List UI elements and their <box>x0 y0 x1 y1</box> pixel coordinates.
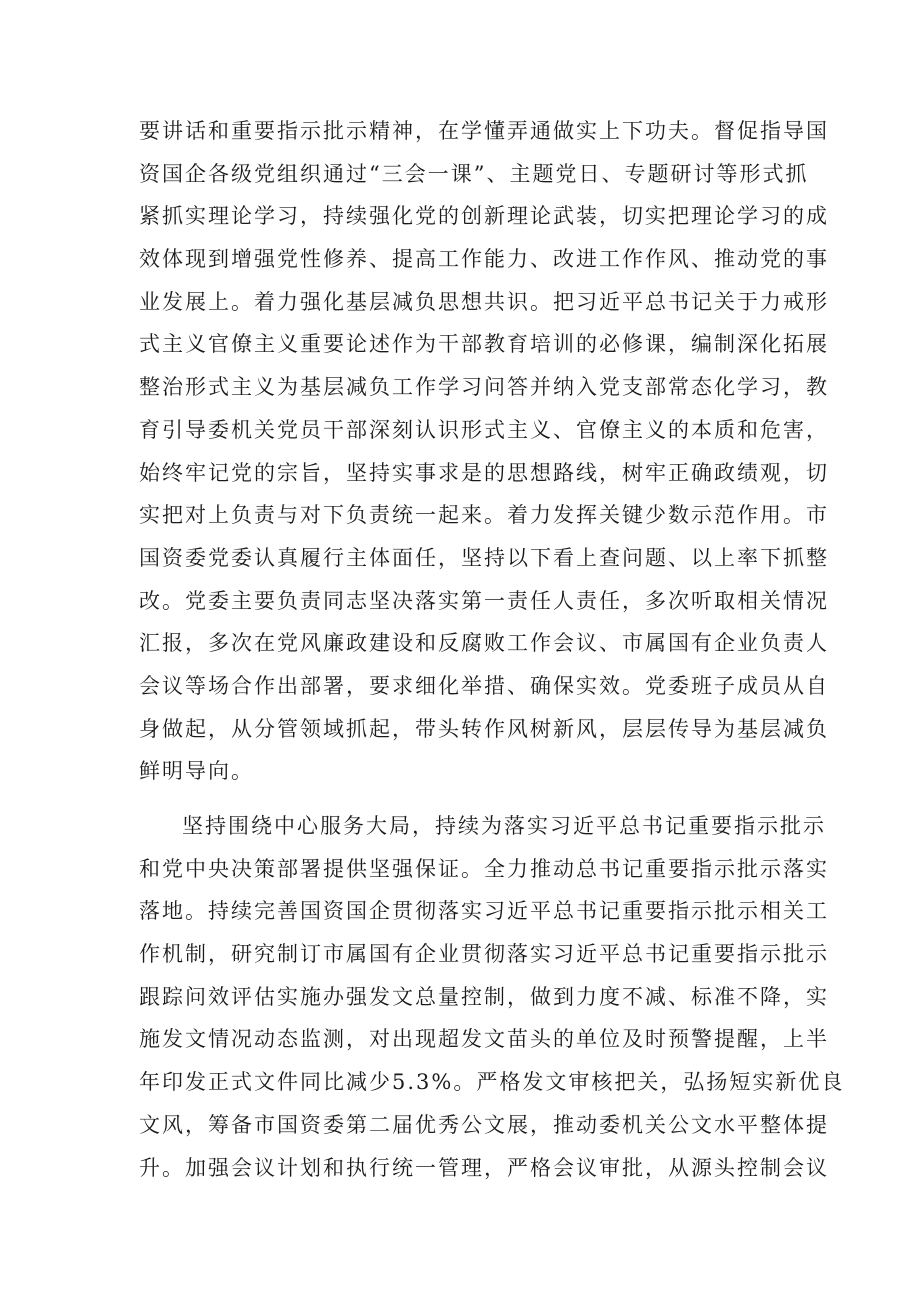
text-line: 汇报，多次在党风廉政建设和反腐败工作会议、市属国有企业负责人 <box>139 631 829 656</box>
text-line: 鲜明导向。 <box>139 759 254 784</box>
text-line: 国资委党委认真履行主体面任，坚持以下看上查问题、以上率下抓整 <box>139 545 829 570</box>
text-line: 坚持围绕中心服务大局，持续为落实习近平总书记重要指示批示 <box>182 814 826 838</box>
text-line: 整治形式主义为基层减负工作学习问答并纳入党支部常态化学习，教 <box>139 375 829 400</box>
text-line: 育引导委机关党员干部深刻认识形式主义、官僚主义的本质和危害， <box>139 417 829 442</box>
text-line: 年印发正式文件同比减少5.3%。严格发文审核把关，弘扬短实新优良 <box>139 1070 845 1095</box>
text-line: 跟踪问效评估实施办强发文总量控制，做到力度不减、标准不降，实 <box>139 984 829 1009</box>
text-line: 文风，筹备市国资委第二届优秀公文展，推动委机关公文水平整体提 <box>139 1112 829 1137</box>
paragraph-1 <box>139 110 829 793</box>
paragraph-gap <box>139 793 799 805</box>
text-line: 和党中央决策部署提供坚强保证。全力推动总书记重要指示批示落实 <box>139 856 829 881</box>
text-line: 落地。持续完善国资国企贯彻落实习近平总书记重要指示批示相关工 <box>139 899 829 924</box>
text-line: 实把对上负责与对下负责统一起来。着力发挥关键少数示范作用。市 <box>139 503 829 528</box>
text-line: 施发文情况动态监测，对出现超发文苗头的单位及时预警提醒，上半 <box>139 1027 829 1052</box>
text-line: 改。党委主要负责同志坚决落实第一责任人责任，多次听取相关情况 <box>139 588 829 613</box>
text-line: 升。加强会议计划和执行统一管理，严格会议审批，从源头控制会议 <box>139 1155 829 1180</box>
text-line: 紧抓实理论学习，持续强化党的创新理论武装，切实把理论学习的成 <box>139 204 829 229</box>
text-line: 业发展上。着力强化基层减负思想共识。把习近平总书记关于力戒形 <box>139 289 829 314</box>
text-line: 式主义官僚主义重要论述作为干部教育培训的必修课，编制深化拓展 <box>139 332 829 357</box>
document-body <box>139 110 845 1189</box>
text-line: 身做起，从分管领域抓起，带头转作风树新风，层层传导为基层减负 <box>139 716 829 741</box>
text-line: 会议等场合作出部署，要求细化举措、确保实效。党委班子成员从自 <box>139 673 829 698</box>
paragraph-2 <box>139 805 845 1189</box>
text-line: 要讲话和重要指示批示精神，在学懂弄通做实上下功夫。督促指导国 <box>139 119 829 143</box>
text-line: 始终牢记党的宗旨，坚持实事求是的思想路线，树牢正确政绩观，切 <box>139 460 829 485</box>
text-line: 效体现到增强党性修养、提高工作能力、改进工作作风、推动党的事 <box>139 247 829 272</box>
text-line: 资国企各级党组织通过“三会一课”、主题党日、专题研讨等形式抓 <box>139 161 809 186</box>
text-line: 作机制，研究制订市属国有企业贯彻落实习近平总书记重要指示批示 <box>139 942 829 967</box>
